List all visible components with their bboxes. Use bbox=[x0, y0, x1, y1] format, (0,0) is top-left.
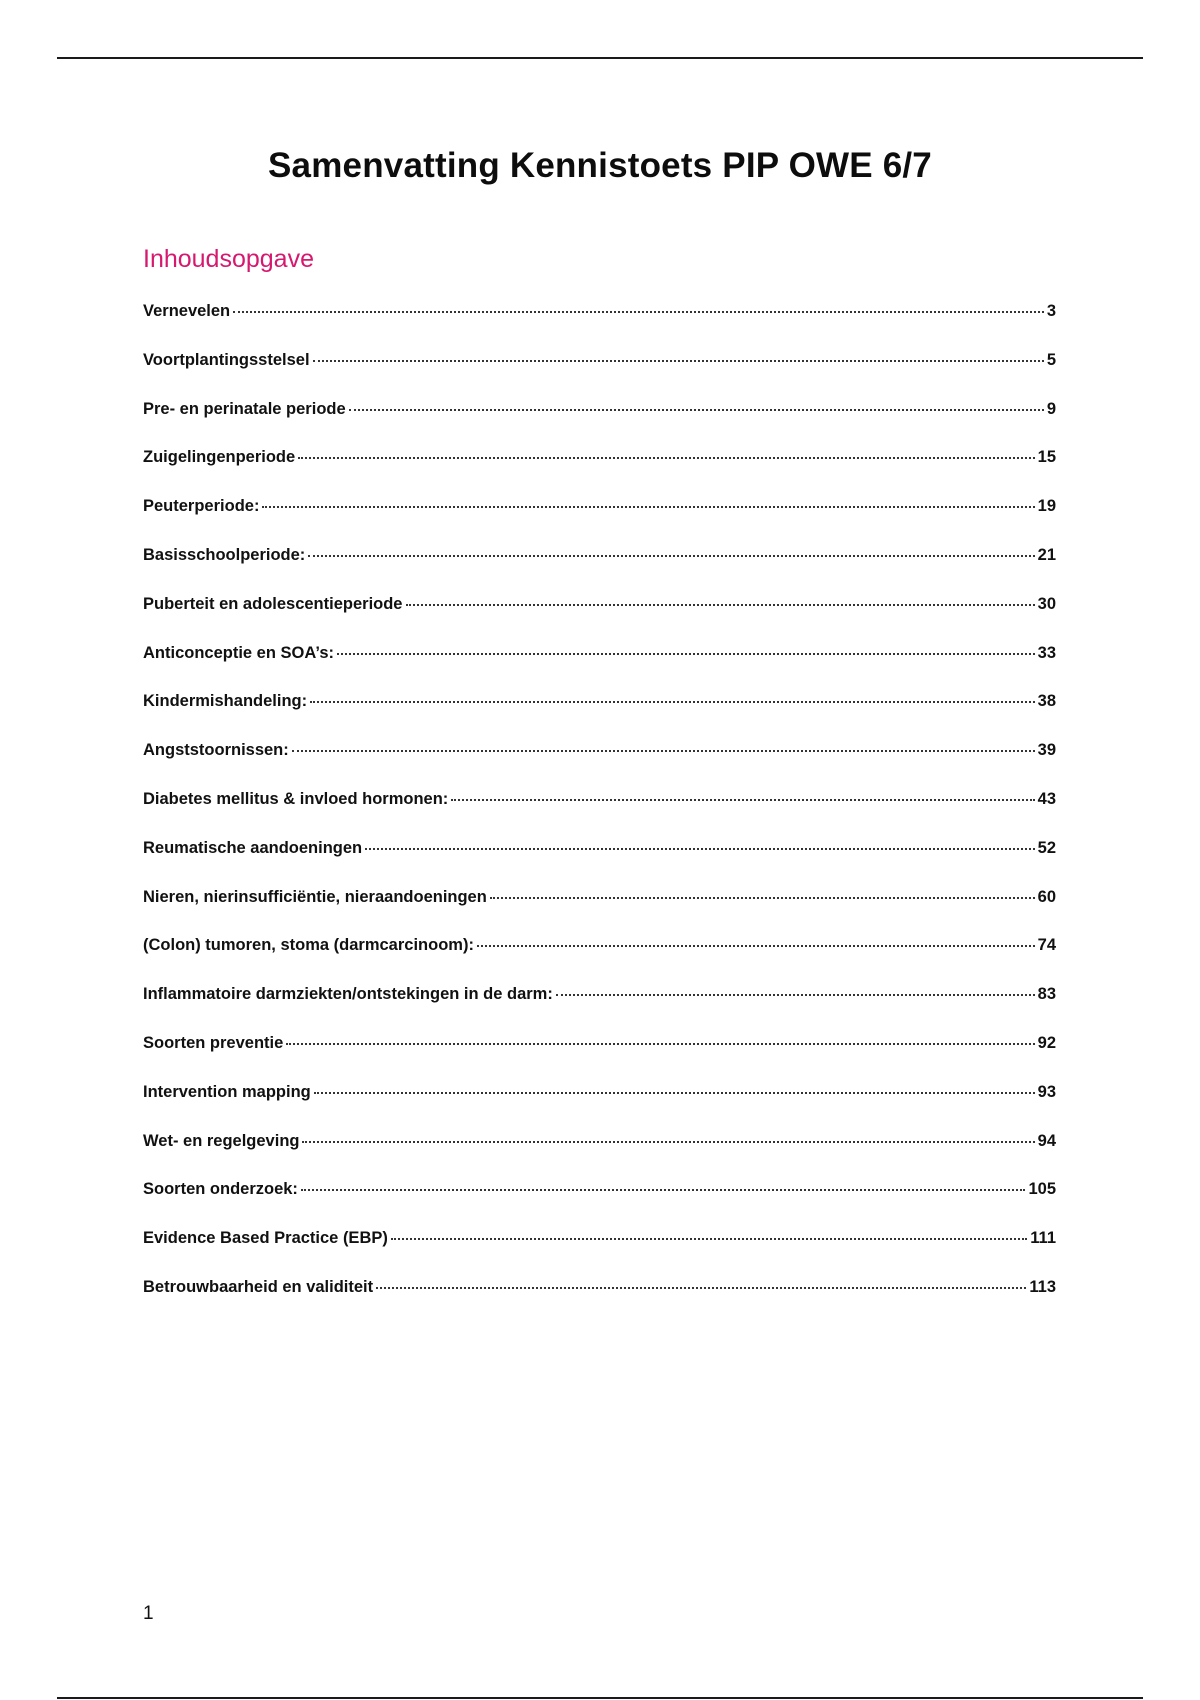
toc-leader-dots bbox=[391, 1238, 1027, 1240]
toc-entry[interactable] bbox=[143, 741, 1056, 790]
footer-rule bbox=[57, 1697, 1143, 1699]
toc-leader-dots bbox=[301, 1189, 1026, 1191]
toc-entry-title: Reumatische aandoeningen bbox=[143, 838, 363, 857]
toc-entry[interactable] bbox=[143, 839, 1056, 888]
toc-leader-dots bbox=[490, 897, 1035, 899]
toc-heading: Inhoudsopgave bbox=[143, 245, 314, 273]
toc-entry-page: 21 bbox=[1037, 545, 1056, 564]
toc-entry-title: Peuterperiode: bbox=[143, 497, 260, 516]
toc-entry[interactable] bbox=[143, 595, 1056, 644]
toc-leader-dots bbox=[406, 604, 1035, 606]
toc-entry-title: (Colon) tumoren, stoma (darmcarcinoom): bbox=[143, 936, 474, 955]
toc-entry[interactable] bbox=[143, 351, 1056, 400]
toc-entry[interactable] bbox=[143, 888, 1056, 937]
toc-entry-title: Anticonceptie en SOA’s: bbox=[143, 643, 335, 662]
toc-entry[interactable] bbox=[143, 448, 1056, 497]
toc-leader-dots bbox=[233, 311, 1044, 313]
toc-entry-page: 60 bbox=[1037, 887, 1056, 906]
page-number: 1 bbox=[143, 1603, 154, 1624]
toc-entry-page: 113 bbox=[1029, 1277, 1056, 1296]
toc-leader-dots bbox=[310, 701, 1035, 703]
toc-entry-page: 15 bbox=[1037, 448, 1056, 467]
toc-entry-title: Betrouwbaarheid en validiteit bbox=[143, 1277, 374, 1296]
toc-leader-dots bbox=[292, 750, 1035, 752]
toc-entry-page: 3 bbox=[1046, 302, 1056, 320]
toc-leader-dots bbox=[365, 848, 1035, 850]
document-title: Samenvatting Kennistoets PIP OWE 6/7 bbox=[268, 146, 932, 185]
toc-entry[interactable] bbox=[143, 546, 1056, 595]
toc-entry-title: Inflammatoire darmziekten/ontstekingen in de darm: bbox=[143, 985, 553, 1004]
toc-entry[interactable] bbox=[143, 302, 1056, 351]
toc-entry[interactable] bbox=[143, 1278, 1056, 1327]
toc-entry-page: 33 bbox=[1037, 643, 1056, 662]
toc-entry-title: Evidence Based Practice (EBP) bbox=[143, 1229, 388, 1248]
toc-entry[interactable] bbox=[143, 936, 1056, 985]
toc-entry-page: 30 bbox=[1037, 594, 1056, 613]
toc-entry-page: 94 bbox=[1037, 1131, 1056, 1150]
toc-leader-dots bbox=[376, 1287, 1026, 1289]
toc-leader-dots bbox=[262, 506, 1034, 508]
toc-entry-page: 38 bbox=[1037, 692, 1056, 711]
toc-entry-page: 74 bbox=[1037, 936, 1056, 955]
toc-entry-title: Wet- en regelgeving bbox=[143, 1131, 300, 1150]
toc-leader-dots bbox=[556, 994, 1035, 996]
toc-entry-page: 83 bbox=[1037, 985, 1056, 1004]
toc-entry[interactable] bbox=[143, 1180, 1056, 1229]
toc-leader-dots bbox=[298, 457, 1034, 459]
toc-leader-dots bbox=[477, 945, 1035, 947]
toc-leader-dots bbox=[302, 1141, 1034, 1143]
toc-entry[interactable] bbox=[143, 1132, 1056, 1181]
toc-entry-title: Intervention mapping bbox=[143, 1082, 311, 1101]
toc-leader-dots bbox=[308, 555, 1034, 557]
toc-entry-page: 93 bbox=[1037, 1082, 1056, 1101]
toc-entry-title: Kindermishandeling: bbox=[143, 692, 308, 711]
toc-entry[interactable] bbox=[143, 1229, 1056, 1278]
toc-entry-page: 39 bbox=[1037, 741, 1056, 760]
toc-entry-title: Vernevelen bbox=[143, 302, 231, 320]
toc-entry[interactable] bbox=[143, 1083, 1056, 1132]
toc-entry-title: Voortplantingsstelsel bbox=[143, 350, 310, 369]
toc-entry-page: 19 bbox=[1037, 497, 1056, 516]
toc-leader-dots bbox=[337, 653, 1035, 655]
toc-leader-dots bbox=[451, 799, 1034, 801]
toc-entry[interactable] bbox=[143, 400, 1056, 449]
toc-entry-page: 9 bbox=[1046, 399, 1056, 418]
toc-entry-title: Basisschoolperiode: bbox=[143, 545, 306, 564]
toc-entry[interactable] bbox=[143, 1034, 1056, 1083]
toc-leader-dots bbox=[314, 1092, 1035, 1094]
toc-entry[interactable] bbox=[143, 985, 1056, 1034]
toc-leader-dots bbox=[286, 1043, 1034, 1045]
toc-entry-title: Angststoornissen: bbox=[143, 741, 289, 760]
toc-entry[interactable] bbox=[143, 692, 1056, 741]
toc-entry-title: Diabetes mellitus & invloed hormonen: bbox=[143, 789, 449, 808]
toc-entry-title: Zuigelingenperiode bbox=[143, 448, 296, 467]
toc-leader-dots bbox=[349, 409, 1044, 411]
toc-entry-page: 43 bbox=[1037, 789, 1056, 808]
toc-entry-title: Puberteit en adolescentieperiode bbox=[143, 594, 403, 613]
toc-entry[interactable] bbox=[143, 790, 1056, 839]
toc-entry[interactable] bbox=[143, 497, 1056, 546]
toc-entry-title: Pre- en perinatale periode bbox=[143, 399, 346, 418]
toc-entry-page: 111 bbox=[1030, 1229, 1056, 1248]
toc-entry-title: Soorten onderzoek: bbox=[143, 1180, 298, 1199]
toc-entry[interactable] bbox=[143, 644, 1056, 693]
toc-entry-page: 52 bbox=[1037, 838, 1056, 857]
toc-leader-dots bbox=[313, 360, 1044, 362]
toc-entry-page: 105 bbox=[1028, 1180, 1056, 1199]
table-of-contents bbox=[143, 302, 1056, 1327]
toc-entry-title: Soorten preventie bbox=[143, 1033, 284, 1052]
toc-entry-page: 92 bbox=[1037, 1033, 1056, 1052]
toc-entry-page: 5 bbox=[1046, 350, 1056, 369]
toc-entry-title: Nieren, nierinsufficiëntie, nieraandoeningen bbox=[143, 887, 487, 906]
header-rule bbox=[57, 57, 1143, 59]
